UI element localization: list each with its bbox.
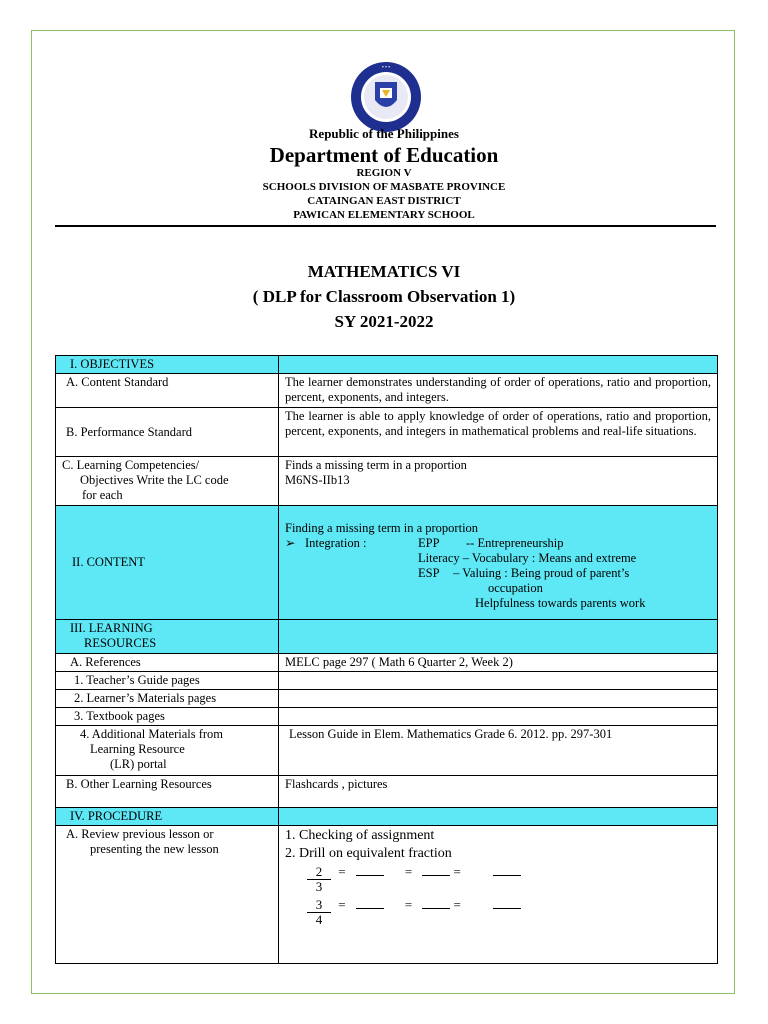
- additional-label-line: 4. Additional Materials from: [80, 727, 224, 741]
- literacy-line: [285, 551, 711, 566]
- fraction-denominator: 4: [315, 912, 323, 927]
- content-label: II. CONTENT: [56, 506, 279, 620]
- lc-code: M6NS-IIb13: [285, 473, 350, 487]
- other-resources-label: B. Other Learning Resources: [56, 776, 279, 808]
- lc-text: Finds a missing term in a proportion: [285, 458, 467, 472]
- references-value: MELC page 297 ( Math 6 Quarter 2, Week 2): [279, 654, 718, 672]
- integration-line: [285, 536, 711, 551]
- header-divider: [55, 225, 716, 227]
- references-label: A. References: [56, 654, 279, 672]
- division-line: SCHOOLS DIVISION OF MASBATE PROVINCE: [262, 181, 506, 193]
- review-step-1: 1. Checking of assignment: [285, 828, 435, 843]
- dlp-table: [55, 355, 718, 964]
- additional-materials-label: [56, 726, 279, 776]
- svg-text:• • •: • • •: [381, 64, 391, 71]
- resources-heading-blank: [279, 620, 718, 654]
- equals-sign: =: [338, 864, 346, 879]
- teachers-guide-label: 1. Teacher’s Guide pages: [56, 672, 279, 690]
- subject-title: MATHEMATICS VI: [307, 262, 461, 281]
- review-label-line: A. Review previous lesson or: [66, 827, 214, 841]
- additional-label-line: (LR) portal: [110, 757, 167, 771]
- lc-label-line: for each: [82, 488, 123, 502]
- answer-blank[interactable]: [422, 908, 450, 909]
- esp-value: – Valuing : Being proud of parent’s: [453, 566, 630, 580]
- deped-seal-logo: [349, 60, 423, 134]
- resources-heading-line: RESOURCES: [84, 636, 157, 650]
- esp-value-3: Helpfulness towards parents work: [475, 596, 646, 610]
- school-line: PAWICAN ELEMENTARY SCHOOL: [293, 209, 475, 221]
- procedure-heading: IV. PROCEDURE: [56, 808, 279, 826]
- integration-label: Integration :: [305, 536, 367, 550]
- teachers-guide-value: [279, 672, 718, 690]
- equals-sign: =: [338, 897, 346, 912]
- textbook-value: [279, 708, 718, 726]
- esp-line: [285, 566, 711, 581]
- answer-blank[interactable]: [356, 908, 384, 909]
- resources-heading-line: III. LEARNING: [70, 621, 153, 635]
- learners-materials-value: [279, 690, 718, 708]
- fraction: [307, 865, 331, 894]
- lc-label-line: C. Learning Competencies/: [62, 458, 200, 472]
- additional-materials-value: Lesson Guide in Elem. Mathematics Grade 6. 2012. pp. 297-301: [279, 726, 718, 776]
- review-label: [56, 826, 279, 964]
- literacy-key: Literacy: [418, 551, 460, 565]
- resources-heading: [56, 620, 279, 654]
- literacy-value: – Vocabulary : Means and extreme: [462, 551, 637, 565]
- content-cell: [279, 506, 718, 620]
- republic-line: Republic of the Philippines: [309, 126, 459, 141]
- objectives-heading-blank: [279, 356, 718, 374]
- review-cell: [279, 826, 718, 964]
- esp-value-2: occupation: [488, 581, 543, 595]
- review-step-2: 2. Drill on equivalent fraction: [285, 846, 452, 861]
- procedure-heading-blank: [279, 808, 718, 826]
- fraction-numerator: 2: [307, 865, 331, 880]
- performance-standard-text: The learner is able to apply knowledge of order of operations, ratio and proportion, percent, exponents, and integers in mathematical problems and real-life situations.: [279, 408, 718, 457]
- dlp-title: ( DLP for Classroom Observation 1): [252, 287, 516, 306]
- lc-cell: [279, 457, 718, 506]
- content-standard-text: The learner demonstrates understanding of order of operations, ratio and proportion, percent, exponents, and integers.: [279, 374, 718, 408]
- objectives-heading: I. OBJECTIVES: [56, 356, 279, 374]
- fraction-numerator: 3: [307, 898, 331, 913]
- district-line: CATAINGAN EAST DISTRICT: [307, 195, 461, 207]
- equals-sign: =: [404, 897, 413, 912]
- epp-key: EPP: [418, 536, 440, 550]
- bullet-icon: ➢: [285, 536, 296, 550]
- content-standard-label: A. Content Standard: [56, 374, 279, 408]
- epp-value: -- Entrepreneurship: [466, 536, 564, 550]
- textbook-label: 3. Textbook pages: [56, 708, 279, 726]
- equivalent-fraction-row-2: [285, 898, 711, 927]
- equals-sign: =: [453, 864, 461, 879]
- region-line: REGION V: [356, 167, 412, 179]
- esp-key: ESP: [418, 566, 440, 580]
- performance-standard-label: B. Performance Standard: [56, 408, 279, 457]
- lc-label-line: Objectives Write the LC code: [80, 473, 229, 487]
- equals-sign: =: [404, 864, 413, 879]
- answer-blank[interactable]: [356, 875, 384, 876]
- content-topic: Finding a missing term in a proportion: [285, 521, 479, 535]
- equivalent-fraction-row-1: [285, 865, 711, 894]
- other-resources-value: Flashcards , pictures: [279, 776, 718, 808]
- lc-label: [56, 457, 279, 506]
- fraction: [307, 898, 331, 927]
- school-year: SY 2021-2022: [334, 312, 434, 331]
- fraction-denominator: 3: [315, 879, 323, 894]
- additional-label-line: Learning Resource: [90, 742, 185, 756]
- department-title: Department of Education: [269, 143, 499, 167]
- equals-sign: =: [453, 897, 461, 912]
- answer-blank[interactable]: [493, 908, 521, 909]
- answer-blank[interactable]: [493, 875, 521, 876]
- learners-materials-label: 2. Learner’s Materials pages: [56, 690, 279, 708]
- review-label-line: presenting the new lesson: [90, 842, 219, 856]
- answer-blank[interactable]: [422, 875, 450, 876]
